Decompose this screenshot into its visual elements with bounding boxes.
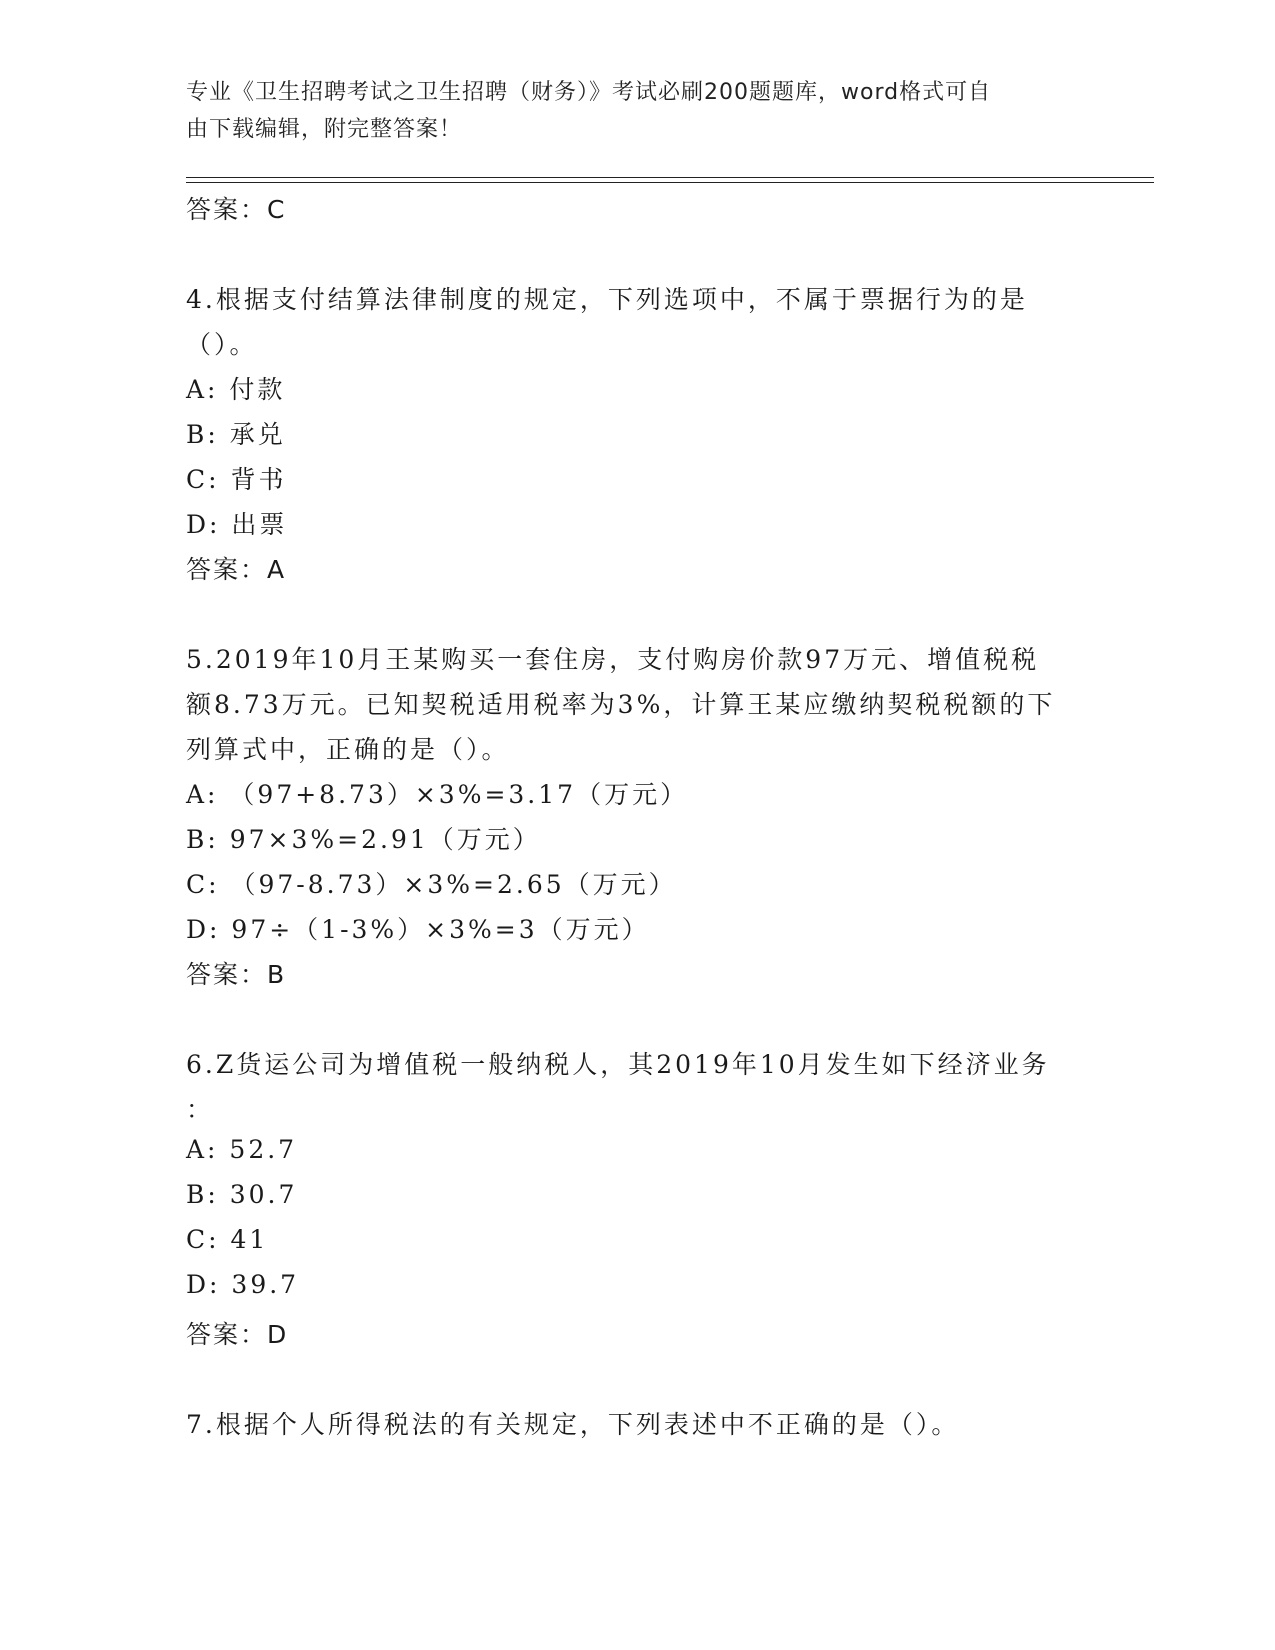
q4-option-d: D: 出票 bbox=[186, 510, 288, 539]
q5-option-d: D: 97÷（1-3%）×3%=3（万元） bbox=[186, 915, 650, 944]
answer-q3: 答案：C bbox=[186, 195, 287, 224]
answer-q5: 答案：B bbox=[186, 960, 287, 989]
q7-stem-line-1: 7.根据个人所得税法的有关规定，下列表述中不正确的是（）。 bbox=[186, 1410, 960, 1439]
header-line-1: 专业《卫生招聘考试之卫生招聘（财务）》考试必刷200题题库，word格式可自 bbox=[186, 80, 992, 105]
answer-q4: 答案：A bbox=[186, 555, 287, 584]
q4-stem-line-1: 4.根据支付结算法律制度的规定，下列选项中，不属于票据行为的是 bbox=[186, 285, 1028, 314]
header-line-2: 由下载编辑，附完整答案！ bbox=[186, 117, 463, 142]
answer-q6: 答案：D bbox=[186, 1320, 289, 1349]
q4-stem-line-2: （）。 bbox=[186, 330, 258, 359]
q6-option-b: B: 30.7 bbox=[186, 1180, 298, 1209]
header-rule-top bbox=[186, 177, 1154, 178]
q4-option-c: C: 背书 bbox=[186, 465, 287, 494]
document-header bbox=[186, 74, 1066, 148]
q5-option-c: C: （97-8.73）×3%=2.65（万元） bbox=[186, 870, 677, 899]
q5-option-a: A: （97+8.73）×3%=3.17（万元） bbox=[186, 780, 689, 809]
q6-stem-line-1: 6.Z货运公司为增值税一般纳税人，其2019年10月发生如下经济业务 bbox=[186, 1050, 1050, 1079]
q4-option-b: B: 承兑 bbox=[186, 420, 286, 449]
q5-option-b: B: 97×3%=2.91（万元） bbox=[186, 825, 541, 854]
q5-stem-line-3: 列算式中，正确的是（）。 bbox=[186, 735, 510, 764]
q4-option-a: A: 付款 bbox=[186, 375, 286, 404]
q5-stem-line-1: 5.2019年10月王某购买一套住房，支付购房价款97万元、增值税税 bbox=[186, 645, 1040, 674]
q5-stem-line-2: 额8.73万元。已知契税适用税率为3%，计算王某应缴纳契税税额的下 bbox=[186, 690, 1056, 719]
header-rule-bottom bbox=[186, 182, 1154, 183]
q6-option-c: C: 41 bbox=[186, 1225, 269, 1254]
q6-option-a: A: 52.7 bbox=[186, 1135, 298, 1164]
q6-option-d: D: 39.7 bbox=[186, 1270, 300, 1299]
q6-stem-line-2: ： bbox=[186, 1095, 215, 1124]
